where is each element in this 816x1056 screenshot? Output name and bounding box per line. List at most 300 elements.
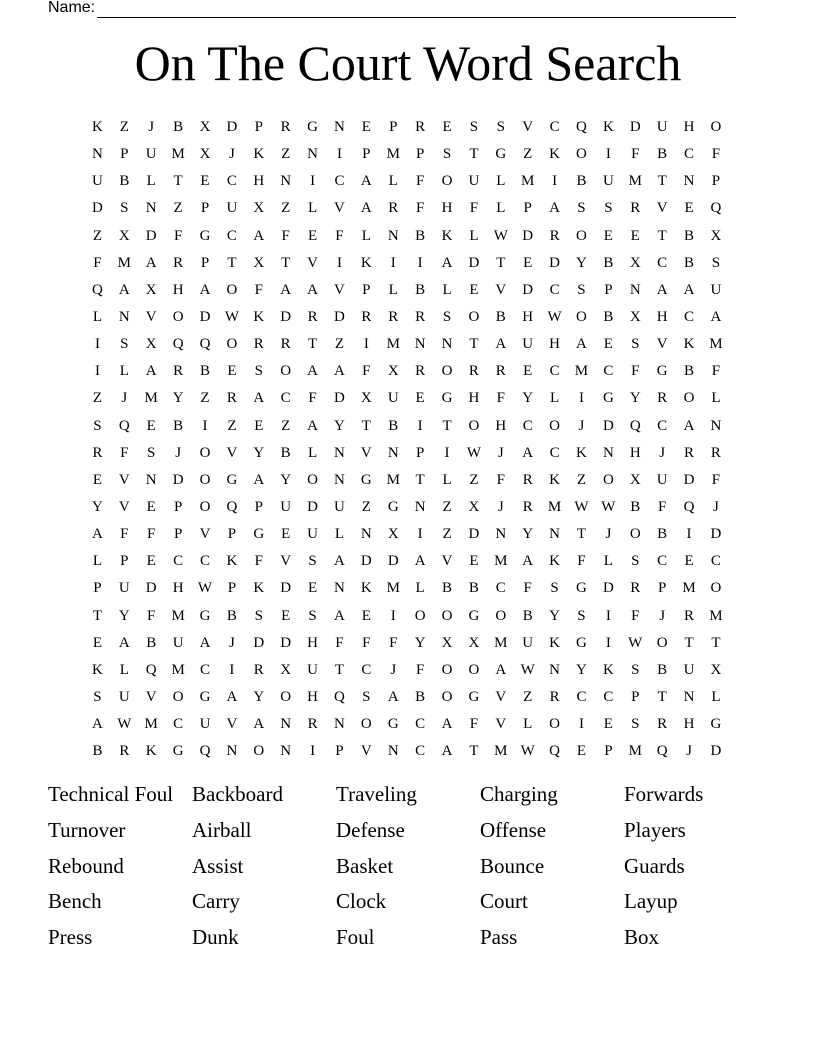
grid-letter[interactable]: L [307,200,318,217]
grid-letter[interactable]: X [710,227,722,244]
grid-letter[interactable]: X [199,146,211,163]
grid-letter[interactable]: Q [710,200,722,217]
grid-letter[interactable]: J [228,634,235,651]
grid-letter[interactable]: X [710,661,722,678]
grid-letter[interactable]: F [93,254,102,271]
grid-letter[interactable]: T [92,607,103,624]
grid-letter[interactable]: H [549,336,560,353]
grid-letter[interactable]: O [360,716,372,733]
grid-letter[interactable]: C [226,227,237,244]
grid-letter[interactable]: A [118,281,130,298]
grid-letter[interactable]: X [629,254,641,271]
grid-letter[interactable]: G [199,227,211,244]
grid-letter[interactable]: E [442,119,452,136]
grid-letter[interactable]: K [602,661,614,678]
grid-letter[interactable]: R [710,444,721,461]
grid-letter[interactable]: Z [173,200,183,217]
grid-letter[interactable]: E [307,227,318,244]
grid-letter[interactable]: U [656,471,668,488]
grid-letter[interactable]: A [522,553,534,570]
grid-letter[interactable]: C [173,553,184,570]
grid-letter[interactable]: T [361,417,371,434]
grid-letter[interactable]: M [628,173,642,190]
grid-letter[interactable]: Y [92,499,103,516]
grid-letter[interactable]: I [578,716,584,733]
grid-letter[interactable]: Q [226,499,238,516]
grid-letter[interactable]: S [442,309,452,326]
grid-letter[interactable]: M [386,471,400,488]
grid-letter[interactable]: J [497,444,504,461]
grid-letter[interactable]: M [386,146,400,163]
grid-letter[interactable]: O [441,607,453,624]
grid-letter[interactable]: R [92,444,103,461]
grid-letter[interactable]: B [603,254,614,271]
grid-letter[interactable]: S [577,607,586,624]
grid-letter[interactable]: O [495,607,507,624]
grid-letter[interactable]: A [92,716,103,733]
grid-letter[interactable]: D [602,580,614,597]
grid-letter[interactable]: Y [253,444,265,461]
grid-letter[interactable]: N [495,526,507,543]
grid-letter[interactable]: G [387,499,399,516]
grid-letter[interactable]: P [227,526,237,543]
grid-letter[interactable]: C [173,716,184,733]
grid-letter[interactable]: C [522,417,533,434]
grid-letter[interactable]: K [602,119,614,136]
grid-letter[interactable]: E [603,227,613,244]
grid-letter[interactable]: P [120,553,129,570]
grid-letter[interactable]: F [335,634,344,651]
grid-letter[interactable]: M [709,336,723,353]
grid-letter[interactable]: C [549,281,560,298]
grid-letter[interactable]: D [683,471,695,488]
grid-letter[interactable]: O [576,227,587,244]
grid-letter[interactable]: G [576,634,587,651]
grid-letter[interactable]: G [360,471,372,488]
grid-letter[interactable]: A [118,634,130,651]
grid-letter[interactable]: A [441,716,453,733]
grid-letter[interactable]: G [602,390,614,407]
grid-letter[interactable]: N [360,526,372,543]
grid-letter[interactable]: V [199,526,211,543]
grid-letter[interactable]: P [173,499,183,516]
grid-letter[interactable]: G [710,716,722,733]
grid-letter[interactable]: C [200,661,211,678]
grid-letter[interactable]: F [415,661,425,678]
grid-letter[interactable]: K [145,743,157,760]
grid-letter[interactable]: F [577,553,586,570]
grid-letter[interactable]: L [469,227,479,244]
grid-letter[interactable]: A [253,471,265,488]
grid-letter[interactable]: P [254,499,263,516]
grid-letter[interactable]: B [388,417,399,434]
grid-letter[interactable]: O [602,471,614,488]
grid-letter[interactable]: D [710,526,722,543]
grid-letter[interactable]: N [280,173,292,190]
grid-letter[interactable]: A [334,553,345,570]
grid-letter[interactable]: V [495,716,507,733]
grid-letter[interactable]: V [118,471,130,488]
grid-letter[interactable]: B [684,254,695,271]
grid-letter[interactable]: N [602,444,614,461]
grid-letter[interactable]: U [307,661,318,678]
grid-letter[interactable]: E [281,526,291,543]
grid-letter[interactable]: S [254,607,263,624]
grid-letter[interactable]: N [387,743,399,760]
grid-letter[interactable]: N [549,661,560,678]
grid-letter[interactable]: W [547,309,562,326]
grid-letter[interactable]: M [117,254,131,271]
grid-letter[interactable]: L [334,526,345,543]
grid-letter[interactable]: Z [442,526,452,543]
grid-letter[interactable]: S [550,580,559,597]
grid-letter[interactable]: B [119,173,130,190]
grid-letter[interactable]: U [522,336,534,353]
grid-letter[interactable]: I [686,526,692,543]
grid-letter[interactable]: N [334,580,345,597]
grid-letter[interactable]: U [92,173,103,190]
grid-letter[interactable]: C [200,553,211,570]
grid-letter[interactable]: N [145,471,157,488]
grid-letter[interactable]: E [523,363,533,380]
grid-letter[interactable]: A [307,417,318,434]
grid-letter[interactable]: B [522,607,533,624]
grid-letter[interactable]: H [172,281,184,298]
grid-letter[interactable]: M [171,146,185,163]
grid-letter[interactable]: P [200,200,210,217]
grid-letter[interactable]: D [360,553,372,570]
grid-letter[interactable]: X [253,254,265,271]
grid-letter[interactable]: F [254,553,263,570]
grid-letter[interactable]: D [92,200,103,217]
grid-letter[interactable]: R [253,661,264,678]
grid-letter[interactable]: T [469,743,479,760]
grid-letter[interactable]: V [441,553,453,570]
grid-letter[interactable]: B [442,580,453,597]
grid-letter[interactable]: G [253,526,265,543]
grid-letter[interactable]: B [495,309,506,326]
grid-letter[interactable]: I [310,743,316,760]
grid-letter[interactable]: E [254,417,264,434]
grid-letter[interactable]: V [334,281,345,298]
grid-letter[interactable]: J [659,607,666,624]
grid-letter[interactable]: Y [576,254,587,271]
grid-letter[interactable]: Y [280,471,292,488]
grid-letter[interactable]: J [390,661,397,678]
grid-letter[interactable]: M [386,580,400,597]
grid-letter[interactable]: Y [576,661,587,678]
grid-letter[interactable]: X [199,119,211,136]
grid-letter[interactable]: E [227,363,237,380]
grid-letter[interactable]: D [602,417,614,434]
grid-letter[interactable]: C [415,743,426,760]
grid-letter[interactable]: Z [576,471,587,488]
grid-letter[interactable]: P [711,173,721,190]
grid-letter[interactable]: K [226,553,238,570]
grid-letter[interactable]: T [657,173,667,190]
grid-letter[interactable]: F [523,580,532,597]
grid-letter[interactable]: N [387,227,399,244]
grid-letter[interactable]: R [280,119,291,136]
grid-letter[interactable]: A [334,607,345,624]
grid-letter[interactable]: Z [92,390,103,407]
grid-letter[interactable]: C [657,553,668,570]
grid-letter[interactable]: K [360,580,372,597]
grid-letter[interactable]: Q [683,499,695,516]
grid-letter[interactable]: V [522,119,534,136]
grid-letter[interactable]: A [522,444,534,461]
grid-letter[interactable]: U [118,689,130,706]
grid-letter[interactable]: U [683,661,695,678]
grid-letter[interactable]: M [574,363,589,380]
grid-letter[interactable]: L [711,390,721,407]
grid-letter[interactable]: D [199,309,211,326]
grid-letter[interactable]: O [280,363,292,380]
grid-letter[interactable]: I [444,444,450,461]
grid-letter[interactable]: G [199,607,211,624]
grid-letter[interactable]: E [307,580,318,597]
grid-letter[interactable]: L [523,716,533,733]
grid-letter[interactable]: O [307,471,318,488]
grid-letter[interactable]: R [307,716,318,733]
grid-letter[interactable]: I [578,390,584,407]
grid-letter[interactable]: W [574,499,589,516]
grid-letter[interactable]: R [307,309,318,326]
grid-letter[interactable]: E [146,499,156,516]
grid-letter[interactable]: M [682,580,696,597]
grid-letter[interactable]: Q [576,119,587,136]
grid-letter[interactable]: O [441,689,453,706]
grid-letter[interactable]: P [362,146,371,163]
grid-letter[interactable]: M [386,336,400,353]
grid-letter[interactable]: H [522,309,534,326]
grid-letter[interactable]: G [226,471,238,488]
grid-letter[interactable]: C [549,119,560,136]
grid-letter[interactable]: O [172,309,184,326]
grid-letter[interactable]: N [441,336,453,353]
grid-letter[interactable]: A [280,281,292,298]
grid-letter[interactable]: C [657,254,668,271]
grid-letter[interactable]: T [711,634,721,651]
grid-letter[interactable]: P [227,580,237,597]
grid-letter[interactable]: S [711,254,721,271]
grid-letter[interactable]: Z [361,499,371,516]
grid-letter[interactable]: C [495,580,506,597]
grid-letter[interactable]: P [657,580,667,597]
grid-letter[interactable]: Y [629,390,641,407]
grid-letter[interactable]: B [657,146,668,163]
grid-letter[interactable]: O [226,281,238,298]
grid-letter[interactable]: R [415,119,426,136]
grid-letter[interactable]: F [631,363,640,380]
grid-letter[interactable]: R [388,200,399,217]
grid-letter[interactable]: X [468,499,480,516]
grid-letter[interactable]: I [94,363,100,380]
grid-letter[interactable]: I [390,607,396,624]
grid-letter[interactable]: N [118,309,130,326]
grid-letter[interactable]: E [415,390,425,407]
grid-letter[interactable]: P [389,119,398,136]
grid-letter[interactable]: T [227,254,237,271]
grid-letter[interactable]: F [631,607,640,624]
grid-letter[interactable]: K [576,444,587,461]
grid-letter[interactable]: T [496,254,506,271]
grid-letter[interactable]: R [361,309,372,326]
grid-letter[interactable]: H [683,119,695,136]
grid-letter[interactable]: I [336,146,342,163]
grid-letter[interactable]: P [415,146,425,163]
grid-letter[interactable]: D [522,281,534,298]
grid-letter[interactable]: A [495,336,507,353]
grid-letter[interactable]: A [253,716,265,733]
grid-letter[interactable]: N [334,716,345,733]
grid-letter[interactable]: B [684,363,695,380]
grid-letter[interactable]: G [199,689,211,706]
grid-letter[interactable]: A [656,281,668,298]
grid-letter[interactable]: P [200,254,210,271]
grid-letter[interactable]: L [442,281,452,298]
grid-letter[interactable]: G [656,363,668,380]
grid-letter[interactable]: J [578,417,585,434]
grid-letter[interactable]: N [683,173,695,190]
grid-letter[interactable]: F [496,471,505,488]
grid-letter[interactable]: V [307,254,318,271]
grid-letter[interactable]: K [549,146,560,163]
grid-letter[interactable]: K [360,254,372,271]
grid-letter[interactable]: H [253,173,265,190]
grid-letter[interactable]: B [657,661,668,678]
grid-letter[interactable]: U [710,281,722,298]
grid-letter[interactable]: A [360,173,372,190]
grid-letter[interactable]: L [442,471,452,488]
grid-letter[interactable]: L [119,363,129,380]
grid-letter[interactable]: M [171,607,185,624]
grid-letter[interactable]: M [547,499,562,516]
grid-letter[interactable]: V [656,336,668,353]
grid-letter[interactable]: Y [522,526,534,543]
grid-letter[interactable]: W [520,743,535,760]
grid-letter[interactable]: U [172,634,184,651]
grid-letter[interactable]: M [144,716,158,733]
grid-letter[interactable]: O [414,607,426,624]
grid-letter[interactable]: N [92,146,103,163]
grid-letter[interactable]: F [281,227,290,244]
grid-letter[interactable]: O [441,173,453,190]
grid-letter[interactable]: I [363,336,369,353]
grid-letter[interactable]: F [415,173,425,190]
grid-letter[interactable]: L [92,309,103,326]
grid-letter[interactable]: T [469,336,479,353]
grid-letter[interactable]: T [334,661,345,678]
grid-letter[interactable]: B [415,689,426,706]
grid-letter[interactable]: X [441,634,453,651]
grid-letter[interactable]: E [361,607,371,624]
grid-letter[interactable]: Z [227,417,237,434]
grid-letter[interactable]: N [334,119,345,136]
grid-letter[interactable]: V [656,200,668,217]
grid-letter[interactable]: U [226,200,238,217]
grid-letter[interactable]: L [361,227,371,244]
grid-letter[interactable]: Q [92,281,103,298]
grid-letter[interactable]: S [93,689,102,706]
grid-letter[interactable]: D [280,580,292,597]
grid-letter[interactable]: P [362,281,371,298]
grid-letter[interactable]: S [442,146,452,163]
grid-letter[interactable]: H [683,716,695,733]
grid-letter[interactable]: C [549,363,560,380]
grid-letter[interactable]: Q [549,743,560,760]
grid-letter[interactable]: P [254,119,263,136]
grid-letter[interactable]: D [468,526,480,543]
grid-letter[interactable]: U [602,173,614,190]
grid-letter[interactable]: Y [172,390,184,407]
grid-letter[interactable]: S [254,363,263,380]
grid-letter[interactable]: Z [281,417,291,434]
grid-letter[interactable]: W [520,661,535,678]
grid-letter[interactable]: I [552,173,558,190]
grid-letter[interactable]: H [307,634,318,651]
grid-letter[interactable]: A [253,390,265,407]
grid-letter[interactable]: Z [442,499,452,516]
grid-letter[interactable]: D [334,309,345,326]
grid-letter[interactable]: F [389,634,398,651]
grid-letter[interactable]: F [711,471,721,488]
grid-letter[interactable]: A [145,254,157,271]
grid-letter[interactable]: R [388,309,399,326]
grid-letter[interactable]: E [92,471,103,488]
grid-letter[interactable]: D [280,634,292,651]
grid-letter[interactable]: F [362,634,371,651]
grid-letter[interactable]: C [603,689,614,706]
grid-letter[interactable]: M [521,173,535,190]
grid-letter[interactable]: E [576,743,587,760]
grid-letter[interactable]: O [683,390,695,407]
grid-letter[interactable]: F [711,146,721,163]
grid-letter[interactable]: I [417,254,423,271]
grid-letter[interactable]: X [468,634,480,651]
grid-letter[interactable]: A [226,689,238,706]
grid-letter[interactable]: T [307,336,318,353]
grid-letter[interactable]: S [147,444,156,461]
grid-letter[interactable]: A [92,526,103,543]
grid-letter[interactable]: X [629,309,641,326]
grid-letter[interactable]: S [631,661,640,678]
grid-letter[interactable]: T [684,634,694,651]
grid-letter[interactable]: Z [281,200,291,217]
grid-letter[interactable]: O [468,309,480,326]
grid-letter[interactable]: O [199,471,211,488]
grid-letter[interactable]: O [199,499,211,516]
grid-letter[interactable]: E [603,336,613,353]
grid-letter[interactable]: G [172,743,184,760]
grid-letter[interactable]: E [146,553,156,570]
grid-letter[interactable]: K [549,471,560,488]
grid-letter[interactable]: X [387,526,399,543]
grid-letter[interactable]: F [308,390,317,407]
grid-letter[interactable]: X [118,227,130,244]
grid-letter[interactable]: R [549,227,560,244]
grid-letter[interactable]: P [335,743,344,760]
grid-letter[interactable]: A [334,363,345,380]
grid-letter[interactable]: F [711,363,721,380]
grid-letter[interactable]: F [335,227,344,244]
grid-letter[interactable]: N [307,146,318,163]
grid-letter[interactable]: N [280,716,292,733]
grid-letter[interactable]: F [415,200,425,217]
grid-letter[interactable]: T [442,417,452,434]
grid-letter[interactable]: D [145,580,157,597]
grid-letter[interactable]: Z [334,336,345,353]
